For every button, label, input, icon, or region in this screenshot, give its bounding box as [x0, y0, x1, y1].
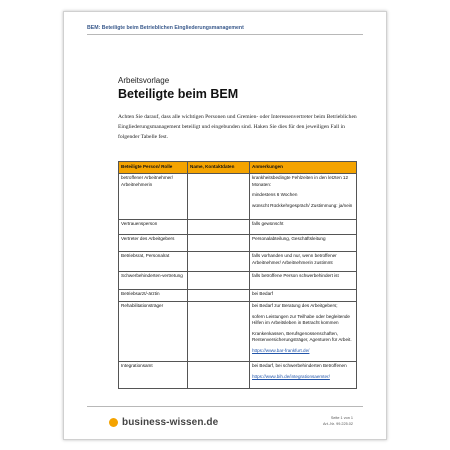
notes-cell: [250, 302, 357, 362]
role-cell: betroffener Arbeitnehmer/ Arbeitnehmerin: [119, 174, 188, 220]
notes-cell: falls betroffene Person schwerbehindert ist: [250, 272, 357, 290]
document-title: Beteiligte beim BEM: [118, 87, 239, 101]
role-cell: Rehabilitationsträger: [119, 302, 188, 362]
table-row: [119, 272, 357, 290]
role-cell: Betriebsrat, Personalrat: [119, 252, 188, 272]
notes-cell: [250, 362, 357, 389]
role-cell: Schwerbehinderten-vertretung: [119, 272, 188, 290]
contact-cell[interactable]: [188, 235, 250, 252]
participants-table: [118, 161, 357, 389]
brand-logo: [109, 417, 218, 428]
note-line: Krankenkassen, Berufsgenossenschaften, Rentenversicherungsträger, Agenturen für Arbeit.: [252, 330, 352, 343]
document-subtitle: Arbeitsvorlage: [118, 76, 170, 85]
article-number: Art.-Nr. 99.225.02: [323, 422, 353, 426]
contact-cell[interactable]: [188, 302, 250, 362]
role-cell: Integrationsamt: [119, 362, 188, 389]
contact-cell[interactable]: [188, 220, 250, 235]
column-header-role: Beteiligte Person/ Rolle: [119, 162, 188, 174]
note-line: bei Bedarf, bei schwerbehinderten Betroffenen: [252, 363, 347, 368]
bih-link[interactable]: https://www.bih.de/integrationsaemter/: [252, 373, 330, 379]
note-line: krankheitsbedingte Fehlzeiten in den letzten 12 Monaten:: [252, 175, 349, 187]
table-row: [119, 302, 357, 362]
role-cell: Vertreter des Arbeitgebers: [119, 235, 188, 252]
contact-cell[interactable]: [188, 362, 250, 389]
table-row: [119, 290, 357, 302]
logo-text: business-wissen.de: [122, 417, 219, 428]
note-line: sofern Leistungen zur Teilhabe oder begleitende Hilfen im Arbeitsleben in Betracht kommen: [252, 313, 350, 326]
column-header-notes: Anmerkungen: [250, 162, 357, 174]
contact-cell[interactable]: [188, 272, 250, 290]
role-cell: Betriebsarzt/-ärztin: [119, 290, 188, 302]
bar-frankfurt-link[interactable]: https://www.bar-frankfurt.de/: [252, 347, 310, 353]
logo-dot-icon: [109, 418, 118, 427]
table-row: [119, 174, 357, 220]
page-number: Seite 1 von 1: [330, 416, 353, 420]
notes-cell: [250, 174, 357, 220]
table-row: [119, 252, 357, 272]
running-header: BEM: Beteiligte beim Betrieblichen Eingliederungsmanagement: [87, 25, 244, 31]
note-line: mindestens 6 Wochen: [252, 192, 298, 198]
contact-cell[interactable]: [188, 290, 250, 302]
contact-cell[interactable]: [188, 174, 250, 220]
table-row: [119, 235, 357, 252]
document-page: [63, 11, 387, 440]
contact-cell[interactable]: [188, 252, 250, 272]
notes-cell: falls gewünscht: [250, 220, 357, 235]
table-header-row: [119, 162, 357, 174]
notes-cell: Personalabteilung, Geschäftsleitung: [250, 235, 357, 252]
column-header-contact: Name, Kontaktdaten: [188, 162, 250, 174]
role-cell: Vertrauensperson: [119, 220, 188, 235]
notes-cell: bei Bedarf: [250, 290, 357, 302]
footer-divider: [87, 406, 363, 407]
note-line: bei Bedarf zur Beratung des Arbeitgebers;: [252, 303, 338, 308]
table-row: [119, 220, 357, 235]
note-line: wünscht Rückkehrgespräch/ Zustimmung: ja/nein: [252, 202, 353, 208]
notes-cell: falls vorhanden und nur, wenn betroffener Arbeitnehmer/ Arbeitnehmerin zustimmt: [250, 252, 357, 272]
header-divider: [87, 34, 363, 35]
table-row: [119, 362, 357, 389]
footer-info: [323, 415, 353, 427]
intro-paragraph: Achten Sie darauf, dass alle wichtigen Personen und Gremien- oder Interessenvertreter beim Betrieblichen Eingliederungsmanagement beteiligt und eingebunden sind. Haken Sie dies für den jeweiligen Fall in folgender Tabelle fest.: [118, 114, 357, 141]
